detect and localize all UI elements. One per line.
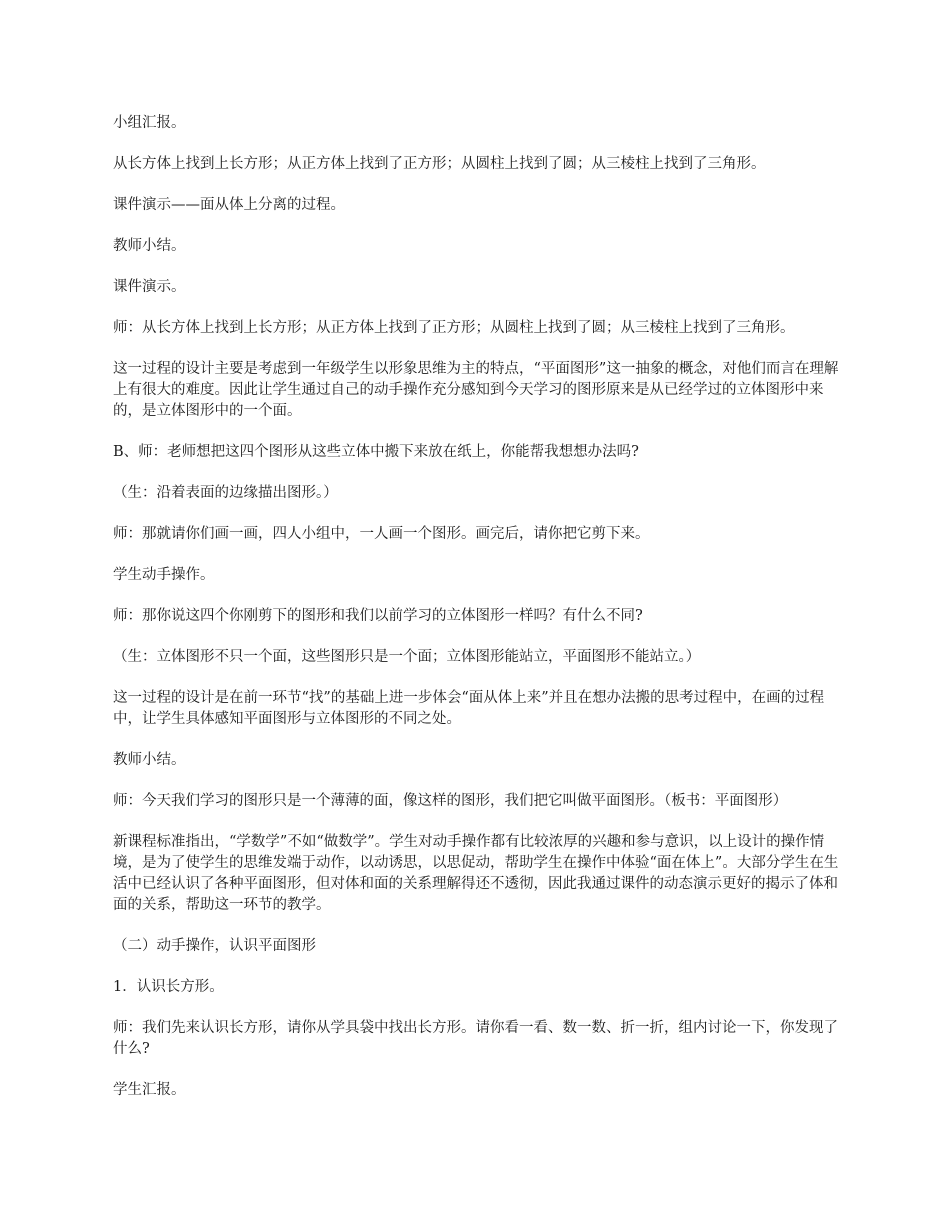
paragraph: 师：那就请你们画一画，四人小组中，一人画一个图形。画完后，请你把它剪下来。 (113, 526, 650, 542)
paragraph: 学生动手操作。 (113, 567, 215, 583)
paragraph: 教师小结。 (113, 238, 186, 254)
paragraph: 师：那你说这四个你刚剪下的图形和我们以前学习的立体图形一样吗？有什么不同? (113, 608, 643, 624)
paragraph: 这一过程的设计主要是考虑到一年级学生以形象思维为主的特点，“平面图形”这一抽象的概念，对他们而言在理解上有很大的难度。因此让学生通过自己的动手操作充分感知到今天学习的图形原来是从已经学过的立体图形中来的，是立体图形中的一个面。 (113, 361, 839, 419)
paragraph: 师：从长方体上找到上长方形；从正方体上找到了正方形；从圆柱上找到了圆；从三棱柱上找到了三角形。 (113, 320, 795, 336)
paragraph: 师：我们先来认识长方形，请你从学具袋中找出长方形。请你看一看、数一数、折一折，组内讨论一下，你发现了什么? (113, 1020, 838, 1057)
paragraph: （生：沿着表面的边缘描出图形。） (113, 485, 338, 501)
paragraph: B、师：老师想把这四个图形从这些立体中搬下来放在纸上，你能帮我想想办法吗? (113, 444, 639, 460)
paragraph: 新课程标准指出，“学数学”不如“做数学”。学生对动手操作都有比较浓厚的兴趣和参与意识，以上设计的操作情境，是为了使学生的思维发端于动作，以动诱思，以思促动，帮助学生在操作中体验“面在体上”。大部分学生在生活中已经认识了各种平面图形，但对体和面的关系理解得还不透彻，因此我通过课件的动态演示更好的揭示了体和面的关系，帮助这一环节的教学。 (113, 834, 839, 913)
section-heading: （二）动手操作，认识平面图形 (113, 938, 316, 954)
paragraph: 课件演示。 (113, 279, 186, 295)
document-body (113, 113, 843, 1121)
paragraph: 师：今天我们学习的图形只是一个薄薄的面，像这样的图形，我们把它叫做平面图形。（板书：平面图形） (113, 793, 788, 809)
subsection-heading: 1．认识长方形。 (113, 979, 224, 995)
paragraph: （生：立体图形不只一个面，这些图形只是一个面；立体图形能站立，平面图形不能站立。） (113, 649, 701, 665)
paragraph: 教师小结。 (113, 752, 186, 768)
paragraph: 学生汇报。 (113, 1082, 186, 1098)
paragraph: 这一过程的设计是在前一环节“找”的基础上进一步体会“面从体上来”并且在想办法搬的思考过程中，在画的过程中，让学生具体感知平面图形与立体图形的不同之处。 (113, 690, 825, 727)
paragraph: 从长方体上找到上长方形；从正方体上找到了正方形；从圆柱上找到了圆；从三棱柱上找到了三角形。 (113, 156, 766, 172)
paragraph: 小组汇报。 (113, 115, 186, 131)
paragraph: 课件演示——面从体上分离的过程。 (113, 197, 345, 213)
